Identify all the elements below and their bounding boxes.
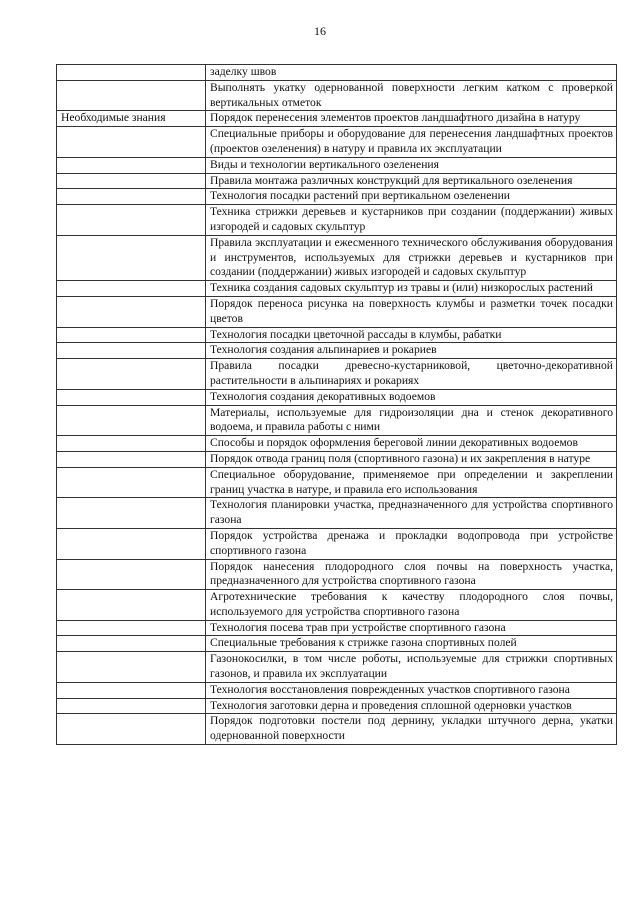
label-cell-empty: [57, 65, 206, 81]
table-row: [57, 65, 617, 81]
label-cell-empty: [57, 189, 206, 205]
table-row: [57, 296, 617, 327]
requirement-item: Газонокосилки, в том числе роботы, используемые для стрижки спортивных газонов, и правила их эксплуатации: [206, 652, 617, 683]
table-row: [57, 467, 617, 498]
table-row: [57, 559, 617, 590]
table-row: [57, 682, 617, 698]
requirement-item: Специальное оборудование, применяемое при определении и закреплении границ участка в натуре, и правила его использования: [206, 467, 617, 498]
label-cell-empty: [57, 327, 206, 343]
label-cell-empty: [57, 173, 206, 189]
table-row: [57, 636, 617, 652]
requirement-item: Способы и порядок оформления береговой линии декоративных водоемов: [206, 436, 617, 452]
label-cell-empty: [57, 528, 206, 559]
table-row: [57, 127, 617, 158]
label-cell-empty: [57, 235, 206, 280]
table-row: [57, 714, 617, 745]
requirement-item: Технология посадки растений при вертикальном озеленении: [206, 189, 617, 205]
requirement-item: Порядок переноса рисунка на поверхность клумбы и разметки точек посадки цветов: [206, 296, 617, 327]
requirement-item: Виды и технологии вертикального озеленения: [206, 157, 617, 173]
requirement-item: Выполнять укатку одернованной поверхности легким катком с проверкой вертикальных отметок: [206, 80, 617, 111]
requirements-table-body: [57, 65, 617, 745]
table-row: [57, 389, 617, 405]
table-row: [57, 528, 617, 559]
table-row: [57, 451, 617, 467]
table-row: [57, 327, 617, 343]
requirement-item: Правила монтажа различных конструкций для вертикального озеленения: [206, 173, 617, 189]
label-cell-empty: [57, 359, 206, 390]
requirement-item: Технология заготовки дерна и проведения сплошной одерновки участков: [206, 698, 617, 714]
requirements-table: [56, 64, 617, 745]
label-cell-empty: [57, 498, 206, 529]
label-cell-empty: [57, 436, 206, 452]
requirement-item: Технология посева трав при устройстве спортивного газона: [206, 620, 617, 636]
requirement-item: Технология восстановления поврежденных участков спортивного газона: [206, 682, 617, 698]
label-cell-empty: [57, 405, 206, 436]
label-cell-empty: [57, 698, 206, 714]
requirement-item: Правила эксплуатации и ежесменного технического обслуживания оборудования и инструментов, используемых для стрижки деревьев и кустарников при создании (поддержании) живых изгородей и садовых скульптур: [206, 235, 617, 280]
label-cell-empty: [57, 451, 206, 467]
label-cell-empty: [57, 714, 206, 745]
label-cell-empty: [57, 652, 206, 683]
table-row: [57, 698, 617, 714]
requirement-item: Технология посадки цветочной рассады в клумбы, рабатки: [206, 327, 617, 343]
label-cell-empty: [57, 559, 206, 590]
requirement-item: Технология создания альпинариев и рокариев: [206, 343, 617, 359]
label-cell-empty: [57, 80, 206, 111]
table-row: [57, 281, 617, 297]
requirement-item: Технология планировки участка, предназначенного для устройства спортивного газона: [206, 498, 617, 529]
requirement-item: Порядок нанесения плодородного слоя почвы на поверхность участка, предназначенного для устройства спортивного газона: [206, 559, 617, 590]
table-row: [57, 652, 617, 683]
label-cell-empty: [57, 620, 206, 636]
requirement-item: Техника создания садовых скульптур из травы и (или) низкорослых растений: [206, 281, 617, 297]
requirement-item: Техника стрижки деревьев и кустарников при создании (поддержании) живых изгородей и садовых скульптур: [206, 205, 617, 236]
table-row: [57, 436, 617, 452]
label-cell-empty: [57, 467, 206, 498]
label-cell-empty: [57, 636, 206, 652]
table-row: [57, 235, 617, 280]
requirement-item: Порядок перенесения элементов проектов ландшафтного дизайна в натуру: [206, 111, 617, 127]
table-row: [57, 157, 617, 173]
requirement-item: заделку швов: [206, 65, 617, 81]
requirement-item: Специальные приборы и оборудование для перенесения ландшафтных проектов (проектов озеленения) в натуру и правила их эксплуатации: [206, 127, 617, 158]
label-cell-empty: [57, 296, 206, 327]
table-row: [57, 498, 617, 529]
table-row: [57, 590, 617, 621]
label-cell-empty: [57, 127, 206, 158]
label-cell-empty: [57, 157, 206, 173]
requirement-item: Материалы, используемые для гидроизоляции дна и стенок декоративного водоема, и правила работы с ними: [206, 405, 617, 436]
label-cell-empty: [57, 205, 206, 236]
label-cell-empty: [57, 343, 206, 359]
table-row: [57, 80, 617, 111]
requirement-item: Технология создания декоративных водоемов: [206, 389, 617, 405]
label-cell-empty: [57, 281, 206, 297]
table-row: [57, 359, 617, 390]
table-row: [57, 189, 617, 205]
requirement-item: Порядок отвода границ поля (спортивного газона) и их закрепления в натуре: [206, 451, 617, 467]
table-row: [57, 620, 617, 636]
section-label: Необходимые знания: [57, 111, 206, 127]
table-row: [57, 405, 617, 436]
table-row: [57, 173, 617, 189]
requirement-item: Правила посадки древесно-кустарниковой, цветочно-декоративной растительности в альпинариях и рокариях: [206, 359, 617, 390]
requirement-item: Специальные требования к стрижке газона спортивных полей: [206, 636, 617, 652]
requirement-item: Агротехнические требования к качеству плодородного слоя почвы, используемого для устройства спортивного газона: [206, 590, 617, 621]
table-row: [57, 205, 617, 236]
label-cell-empty: [57, 389, 206, 405]
requirement-item: Порядок подготовки постели под дернину, укладки штучного дерна, укатки одернованной поверхности: [206, 714, 617, 745]
page-number: 16: [314, 24, 326, 38]
table-row: [57, 111, 617, 127]
table-row: [57, 343, 617, 359]
label-cell-empty: [57, 682, 206, 698]
requirement-item: Порядок устройства дренажа и прокладки водопровода при устройстве спортивного газона: [206, 528, 617, 559]
label-cell-empty: [57, 590, 206, 621]
